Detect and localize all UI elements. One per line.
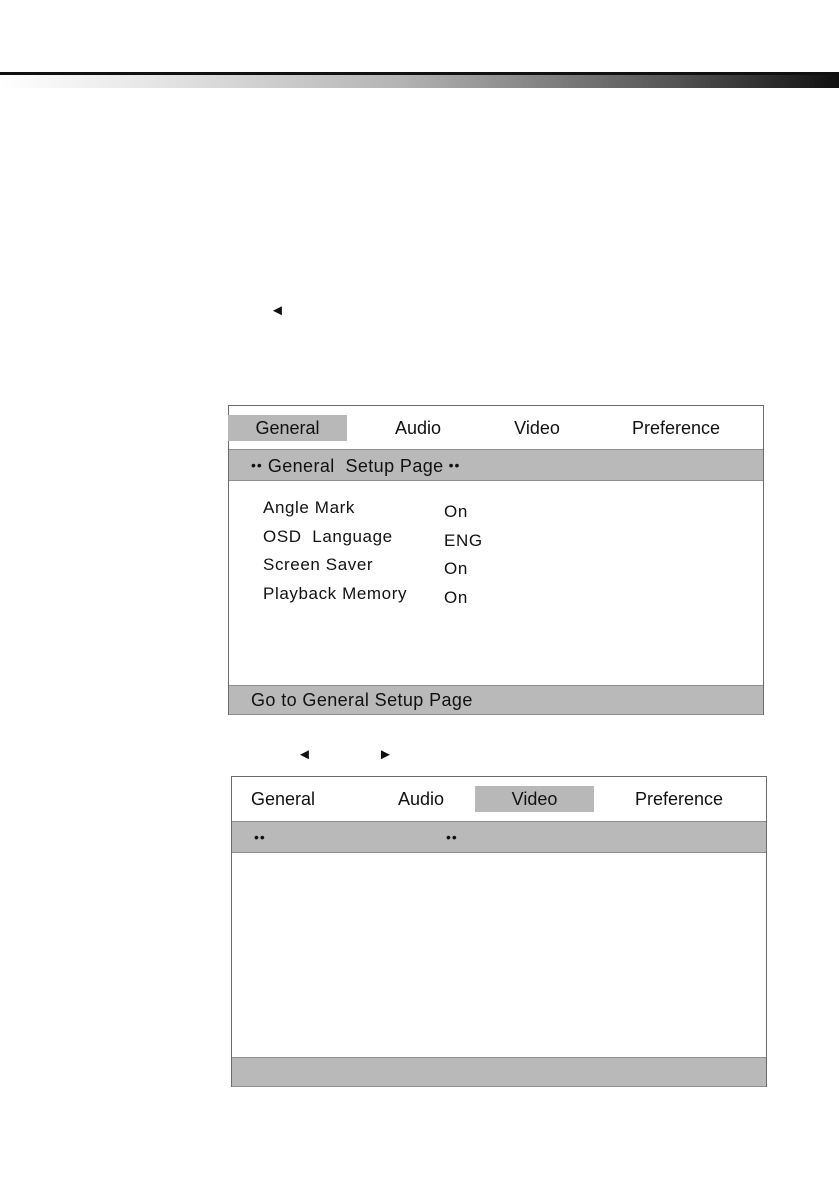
tab-preference[interactable]: Preference	[631, 418, 721, 438]
right-arrow-icon: ►	[378, 746, 393, 763]
setting-label: Playback Memory	[263, 583, 408, 603]
setting-label: OSD Language	[263, 526, 393, 546]
status-bar	[232, 1057, 766, 1087]
title-dots-left: ••	[251, 457, 263, 473]
tab-video[interactable]: Video	[514, 418, 560, 438]
setting-label: Screen Saver	[263, 555, 374, 574]
left-arrow-icon: ◄	[297, 746, 312, 763]
page-title-bar	[229, 449, 763, 481]
tab-general[interactable]: General	[228, 415, 347, 441]
status-text: Go to General Setup Page	[251, 690, 473, 710]
left-arrow-icon: ◄	[270, 302, 285, 319]
title-dots-right: ••	[446, 829, 458, 845]
setting-value: ENG	[444, 530, 483, 550]
setting-value: On	[444, 587, 468, 607]
tab-bar	[229, 406, 763, 450]
header-line	[0, 72, 839, 75]
general-setup-screen	[228, 405, 764, 715]
setting-label: Angle Mark	[263, 498, 355, 517]
title-dots-left: ••	[254, 829, 266, 845]
setting-value: On	[444, 502, 468, 521]
status-bar	[229, 685, 763, 715]
page-title: General Setup Page	[267, 456, 444, 476]
tab-audio[interactable]: Audio	[394, 418, 442, 438]
title-dots-right: ••	[448, 457, 461, 473]
tab-bar	[232, 777, 766, 821]
tab-preference[interactable]: Preference	[634, 789, 724, 809]
page-title-bar	[232, 821, 766, 853]
tab-video[interactable]: Video	[475, 786, 594, 812]
tab-audio[interactable]: Audio	[397, 789, 445, 809]
tab-general[interactable]: General	[250, 789, 316, 809]
video-setup-screen	[231, 776, 767, 1087]
setting-value: On	[444, 559, 468, 578]
